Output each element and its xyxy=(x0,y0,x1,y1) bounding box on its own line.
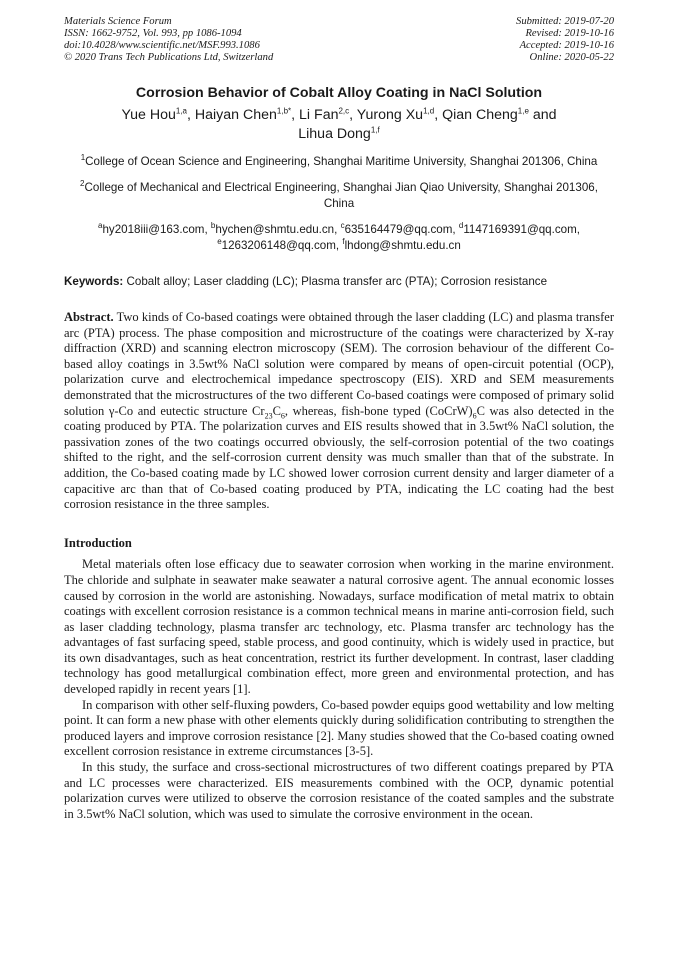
abstract-text: , whereas, fish-bone typed (CoCrW) xyxy=(284,403,473,418)
date-accepted: Accepted: 2019-10-16 xyxy=(519,40,614,51)
submission-dates xyxy=(516,16,614,64)
author-affiliation-mark: 2,c xyxy=(338,106,350,116)
abstract-text: Two kinds of Co-based coatings were obtained through the laser cladding (LC) and plasma transfer arc (PTA) process. The phase composition and microstructure of the coatings were characterized by X-ray diffraction (XRD) and scanning electron microscopy (SEM). The corrosion behaviour of the different Co-based alloy coatings in 3.5wt% NaCl solution were compared by means of open-circuit potential (OCP), polarization curve and electrochemical impedance spectroscopy (EIS). XRD and SEM measurements demonstrated that the microstructures of the two different Co-based coatings were composed of primary solid solution γ-Co and eutectic structure Cr xyxy=(64,310,614,418)
author-affiliation-mark: 1,f xyxy=(370,125,380,135)
author-name: Yurong Xu xyxy=(356,107,424,123)
journal-issn: ISSN: 1662-9752, Vol. 993, pp 1086-1094 xyxy=(64,28,242,39)
email-address[interactable]: 1147169391@qq.com xyxy=(463,223,577,236)
email-separator: , xyxy=(576,223,580,236)
affiliation xyxy=(64,180,614,212)
email-separator: , xyxy=(335,239,343,252)
email-mark: d xyxy=(458,221,464,231)
affiliation-text: College of Mechanical and Electrical Engineering, Shanghai Jian Qiao University, Shanghai 201306, China xyxy=(84,181,598,210)
journal-info xyxy=(64,16,273,64)
author-separator: , xyxy=(349,107,357,123)
email-address[interactable]: 635164479@qq.com xyxy=(344,223,453,236)
paper-title: Corrosion Behavior of Cobalt Alloy Coating in NaCl Solution xyxy=(135,85,543,101)
author-name: Lihua Dong xyxy=(298,126,371,142)
author-name: Yue Hou xyxy=(121,107,176,123)
email-mark: b xyxy=(210,221,216,231)
email-address[interactable]: hy2018iii@163.com xyxy=(102,223,205,236)
keywords-label: Keywords: xyxy=(64,275,124,288)
email-mark: e xyxy=(217,237,222,247)
journal-doi: doi:10.4028/www.scientific.net/MSF.993.1086 xyxy=(64,40,260,51)
email-list xyxy=(64,222,614,254)
email-address[interactable]: lhdong@shmtu.edu.cn xyxy=(344,239,461,252)
paper-page xyxy=(64,16,614,822)
journal-copyright: © 2020 Trans Tech Publications Ltd, Switzerland xyxy=(64,52,274,63)
affiliation xyxy=(64,154,614,170)
email-address[interactable]: hychen@shmtu.edu.cn xyxy=(215,223,335,236)
body-paragraph: In this study, the surface and cross-sectional microstructures of two different coatings prepared by PTA and LC processes were characterized. EIS measurements combined with the OCP, dynamic potential polarization curves were utilized to observe the corrosion resistance of the coated samples and the substrate in 3.5wt% NaCl solution, which was used to simulate the corrosive environment in the ocean. xyxy=(64,760,614,821)
keywords-text: Cobalt alloy; Laser cladding (LC); Plasma transfer arc (PTA); Corrosion resistance xyxy=(123,275,548,288)
abstract-text: C was also detected in the coating produced by PTA. The polarization curves and EIS results showed that in 3.5wt% NaCl solution, the passivation zones of the two coatings occurred obviously, the self-corrosion potential of the two coatings shifted to the right, and the self-corrosion current density was much smaller than that of the substrate. In addition, the Co-based coating made by LC showed lower corrosion current density and larger diameter of a capacitive arc than that of Co-based coating produced by PTA, indicating the LC coating had the best corrosion resistance in the three samples. xyxy=(64,403,614,512)
email-separator: , xyxy=(334,223,341,236)
abstract-label: Abstract. xyxy=(64,310,114,324)
email-mark: f xyxy=(342,237,345,247)
affiliation-mark: 2 xyxy=(80,179,85,189)
author-affiliation-mark: 1,a xyxy=(175,106,187,116)
subscript: 6 xyxy=(280,411,285,421)
abstract-text: C xyxy=(272,403,281,418)
affiliation-text: College of Ocean Science and Engineering, Shanghai Maritime University, Shanghai 201306, China xyxy=(85,155,598,168)
author-name: Qian Cheng xyxy=(442,107,518,123)
author-separator: , xyxy=(434,107,443,123)
email-address[interactable]: 1263206148@qq.com xyxy=(221,239,336,252)
section-heading-introduction: Introduction xyxy=(64,535,132,550)
body-paragraph: In comparison with other self-fluxing powders, Co-based powder equips good wettability and low melting point. It can form a new phase with other elements quickly during solidification contributing to strengthen the produced layers and improve corrosion resistance [2]. Many studies showed that the Co-based coating owned excellent corrosion resistance in extreme circumstances [3-5]. xyxy=(64,697,614,759)
author-name: Haiyan Chen xyxy=(194,107,277,123)
author-list xyxy=(64,106,614,144)
email-mark: a xyxy=(98,221,103,231)
abstract xyxy=(64,310,614,513)
email-separator: , xyxy=(204,223,211,236)
author-name: Li Fan xyxy=(299,107,339,123)
author-affiliation-mark: 1,e xyxy=(517,106,529,116)
email-mark: c xyxy=(340,221,345,231)
subscript: 23 xyxy=(264,411,273,421)
body-paragraph: Metal materials often lose efficacy due to seawater corrosion when working in the marine environment. The chloride and sulphate in seawater make seawater a natural corrosive agent. The annual economic losses caused by corrosion in the world are astonishing. Nowadays, surface modification of metal matrix to obtain coatings with excellent corrosion resistance is a common technical means in marine anti-corrosion field, such as laser cladding technology, plasma transfer arc technology, etc. Plasma transfer arc technology has the advantages of fast surfacing speed, stable process, and good continuity, which is widely used in practice, but its own disadvantages, such as heat concentration, restrict its further development. In contrast, laser cladding technology has good metallurgical combination effect, more green and environmental protection, and has developed rapidly in recent years [1]. xyxy=(64,557,614,697)
author-affiliation-mark: 1,d xyxy=(423,106,435,116)
keywords xyxy=(64,274,614,290)
affiliation-mark: 1 xyxy=(80,153,86,163)
date-submitted: Submitted: 2019-07-20 xyxy=(516,16,614,27)
email-separator: , xyxy=(452,223,459,236)
subscript: 6 xyxy=(472,411,477,421)
date-online: Online: 2020-05-22 xyxy=(529,52,614,63)
journal-header xyxy=(64,16,614,64)
author-separator: , xyxy=(187,107,195,123)
date-revised: Revised: 2019-10-16 xyxy=(525,28,614,39)
author-affiliation-mark: 1,b* xyxy=(276,106,292,116)
journal-name: Materials Science Forum xyxy=(64,16,172,27)
author-separator: and xyxy=(528,107,557,123)
author-separator: , xyxy=(291,107,300,123)
